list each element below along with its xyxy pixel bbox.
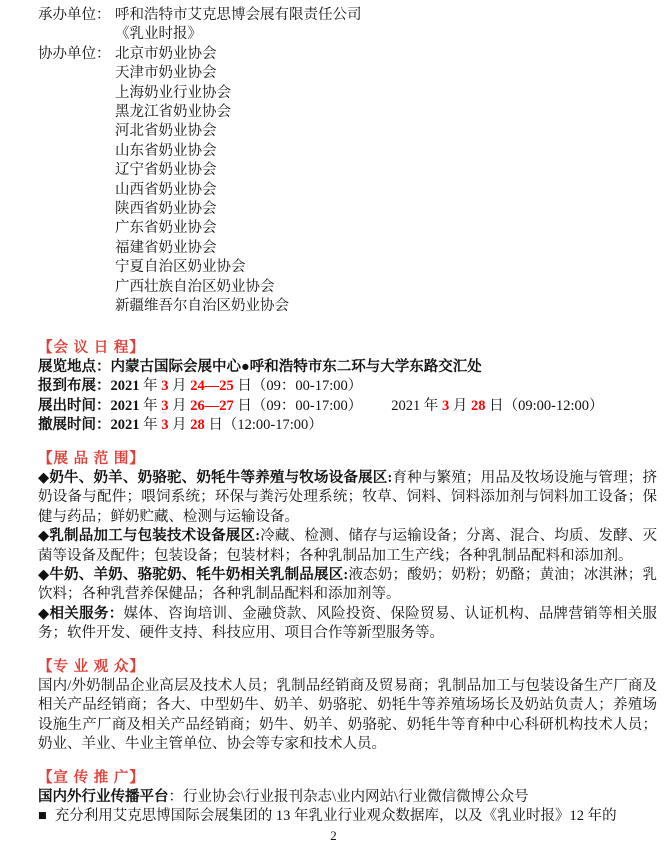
exhibit-item-processing-body: 冷藏、检测、储存与运输设备；分离、混合、均质、发酵、灭菌等设备及配件；包装设备；包装材料；各种乳制品加工生产线；各种乳制品配料和添加剂。 xyxy=(38,528,658,564)
co-organizer-label: 协办单位： xyxy=(38,45,111,62)
promotion-bullet-text: 充分利用艾克思博国际会展集团的 13 年乳业行业观众数据库，以及《乳业时报》12 年的 xyxy=(54,808,617,825)
promotion-platform-lead: 国内外行业传播平台 xyxy=(38,789,169,806)
co-organizer-list xyxy=(115,45,657,317)
co-organizer-item: 北京市奶业协会 xyxy=(115,45,217,62)
exhibit-item-livestock xyxy=(38,469,657,527)
exhibits-section xyxy=(38,450,657,644)
undertaker-label: 承办单位： xyxy=(38,7,111,23)
audience-section xyxy=(38,658,657,755)
co-organizer-item: 河北省奶业协会 xyxy=(115,123,217,140)
move-out-label: 撤展时间： xyxy=(38,417,111,434)
exhibit-item-services-body: 媒体、咨询培训、金融贷款、风险投资、保险贸易、认证机构、品牌营销等相关服务；软件开发、硬件支持、科技应用、项目合作等新型服务等。 xyxy=(38,605,657,642)
page-number: 2 xyxy=(330,827,337,843)
co-organizer-row xyxy=(38,45,657,317)
undertaker-values xyxy=(115,6,657,45)
co-organizer-item: 上海奶业行业协会 xyxy=(115,84,231,101)
co-organizer-item: 广东省奶业协会 xyxy=(115,220,217,237)
audience-heading: 【专 业 观 众】 xyxy=(38,658,145,675)
venue-line xyxy=(38,358,657,377)
square-bullet-icon: ■ xyxy=(38,808,47,825)
promotion-heading: 【宣 传 推 广】 xyxy=(38,769,145,786)
promotion-bullet-line xyxy=(38,807,657,826)
schedule-section xyxy=(38,339,657,436)
move-out-dates: 2021 年 3 月 28 日（12:00-17:00） xyxy=(110,417,323,434)
move-out-line xyxy=(38,416,657,435)
exhibition-time-line xyxy=(38,397,657,416)
schedule-heading: 【会 议 日 程】 xyxy=(38,339,145,356)
exhibit-item-processing xyxy=(38,527,657,566)
exhibit-item-products xyxy=(38,566,657,605)
exhibit-item-processing-lead: ◆乳制品加工与包装技术设备展区: xyxy=(38,528,261,545)
undertaker-newspaper: 《乳业时报》 xyxy=(115,26,202,43)
co-organizer-item: 山东省奶业协会 xyxy=(115,142,217,159)
move-in-line xyxy=(38,377,657,396)
co-organizer-item: 陕西省奶业协会 xyxy=(115,201,217,218)
venue-value: 内蒙古国际会展中心●呼和浩特市东二环与大学东路交汇处 xyxy=(110,358,482,375)
co-organizer-item: 黑龙江省奶业协会 xyxy=(115,104,231,121)
co-organizer-item: 新疆维吾尔自治区奶业协会 xyxy=(115,298,289,315)
co-organizer-item: 广西壮族自治区奶业协会 xyxy=(115,278,275,295)
co-organizer-item: 辽宁省奶业协会 xyxy=(115,162,217,179)
co-organizer-item: 福建省奶业协会 xyxy=(115,239,217,256)
exhibit-item-livestock-lead: ◆奶牛、奶羊、奶骆驼、奶牦牛等养殖与牧场设备展区: xyxy=(38,469,393,486)
co-organizer-item: 天津市奶业协会 xyxy=(115,65,217,82)
audience-paragraph: 国内/外奶制品企业高层及技术人员；乳制品经销商及贸易商；乳制品加工与包装设备生产厂商及相关产品经销商；各大、中型奶牛、奶羊、奶骆驼、奶牦牛等养殖场场长及奶站负责人；养殖场设施生产厂商及相关产品经销商；奶牛、奶羊、奶骆驼、奶牦牛等育种中心科研机构技术人员；奶业、羊业、牛业主管单位、协会等专家和技术人员。 xyxy=(38,678,657,753)
exhibits-heading: 【展 品 范 围】 xyxy=(38,450,145,467)
promotion-platform-line xyxy=(38,788,657,807)
move-in-label: 报到布展： xyxy=(38,378,111,395)
exhibition-time-label: 展出时间： xyxy=(38,397,111,414)
exhibit-item-products-lead: ◆牛奶、羊奶、骆驼奶、牦牛奶相关乳制品展区: xyxy=(38,566,349,583)
exhibit-item-services xyxy=(38,605,657,644)
exhibit-item-services-lead: ◆相关服务： xyxy=(38,605,124,622)
organizers-section xyxy=(38,6,657,317)
venue-label: 展览地点： xyxy=(38,358,111,375)
exhibit-item-products-body: 液态奶；酸奶；奶粉；奶酪；黄油；冰淇淋；乳饮料；各种乳营养保健品；各种乳制品配料和添加剂等。 xyxy=(38,566,658,603)
exhibition-time-dates: 2021 年 3 月 26—27 日（09：00-17:00） 2021 年 3 月 28 日（09:00-12:00） xyxy=(110,397,604,414)
co-organizer-item: 山西省奶业协会 xyxy=(115,181,217,198)
promotion-section xyxy=(38,769,657,827)
move-in-dates: 2021 年 3 月 24—25 日（09：00-17:00） xyxy=(110,378,363,395)
undertaker-company: 呼和浩特市艾克思博会展有限责任公司 xyxy=(115,7,362,23)
undertaker-row xyxy=(38,6,657,45)
promotion-platform-rest: ：行业协会\行业报刊杂志\业内网站\行业微信微博公众号 xyxy=(168,789,529,806)
co-organizer-item: 宁夏自治区奶业协会 xyxy=(115,259,246,276)
exhibit-item-livestock-body: 育种与繁殖；用品及牧场设施与管理；挤奶设备与配件；喂饲系统；环保与粪污处理系统；牧草、饲料、饲料添加剂与饲料加工设备；保健与药品；鲜奶贮藏、检测与运输设备。 xyxy=(38,469,657,525)
